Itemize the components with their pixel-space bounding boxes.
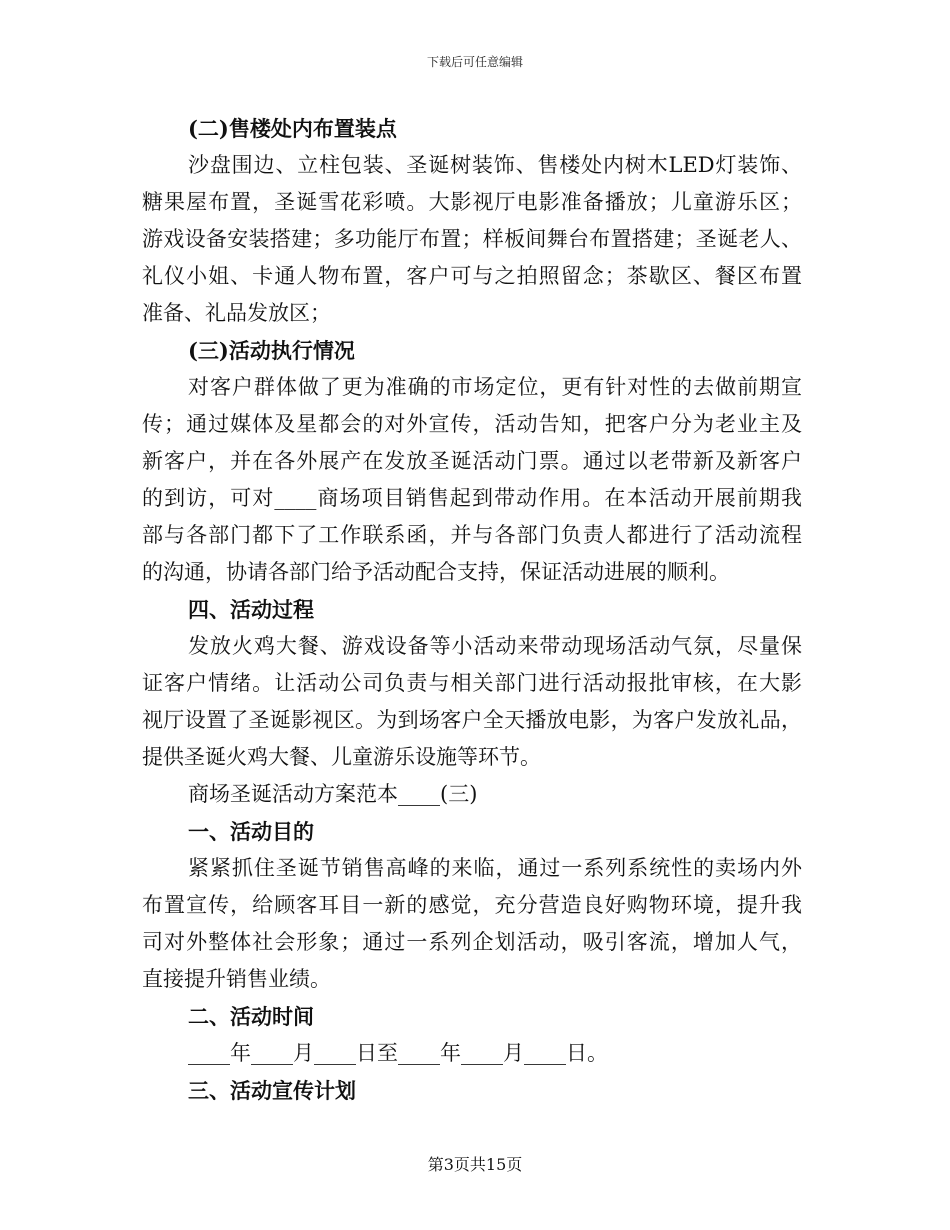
paragraph-line: 布置宣传，给顾客耳目一新的感觉，充分营造良好购物环境，提升我 (142, 893, 802, 917)
paragraph-line: 视厅设置了圣诞影视区。为到场客户全天播放电影，为客户发放礼品， (142, 708, 802, 732)
paragraph-line: 部与各部门都下了工作联系函，并与各部门负责人都进行了活动流程 (142, 523, 802, 547)
paragraph-line: ____年____月____日至____年____月____日。 (188, 1041, 608, 1065)
page-number: 第3页共15页 (427, 1155, 523, 1174)
section-heading: (二)售楼处内布置装点 (188, 116, 397, 141)
paragraph-line: 传；通过媒体及星都会的对外宣传，活动告知，把客户分为老业主及 (142, 412, 802, 436)
paragraph-line: 提供圣诞火鸡大餐、儿童游乐设施等环节。 (142, 745, 541, 769)
paragraph-line: 礼仪小姐、卡通人物布置，客户可与之拍照留念；茶歇区、餐区布置 (142, 264, 802, 288)
paragraph-line: 准备、礼品发放区； (142, 301, 331, 325)
paragraph-line: 直接提升销售业绩。 (142, 967, 331, 991)
paragraph-line: 的到访，可对____商场项目销售起到带动作用。在本活动开展前期我 (142, 486, 802, 510)
paragraph-line: 新客户，并在各外展产在发放圣诞活动门票。通过以老带新及新客户 (142, 449, 802, 473)
paragraph-line: 沙盘围边、立柱包装、圣诞树装饰、售楼处内树木LED灯装饰、 (188, 153, 802, 177)
paragraph-line: 证客户情绪。让活动公司负责与相关部门进行活动报批审核，在大影 (142, 671, 802, 695)
document-title: 商场圣诞活动方案范本____(三) (188, 782, 478, 806)
paragraph-line: 紧紧抓住圣诞节销售高峰的来临，通过一系列系统性的卖场内外 (188, 856, 802, 880)
section-heading: 二、活动时间 (188, 1004, 314, 1029)
section-heading: 三、活动宣传计划 (188, 1078, 356, 1103)
paragraph-line: 的沟通，协请各部门给予活动配合支持，保证活动进展的顺利。 (142, 560, 730, 584)
section-heading: 四、活动过程 (188, 597, 314, 622)
paragraph-line: 糖果屋布置，圣诞雪花彩喷。大影视厅电影准备播放；儿童游乐区； (142, 190, 802, 214)
paragraph-line: 对客户群体做了更为准确的市场定位，更有针对性的去做前期宣 (188, 375, 802, 399)
page-header-note: 下载后可任意编辑 (426, 55, 523, 69)
paragraph-line: 司对外整体社会形象；通过一系列企划活动，吸引客流，增加人气， (142, 930, 802, 954)
paragraph-line: 游戏设备安装搭建；多功能厅布置；样板间舞台布置搭建；圣诞老人、 (142, 227, 802, 251)
document-body (142, 110, 802, 1109)
paragraph-line: 发放火鸡大餐、游戏设备等小活动来带动现场活动气氛，尽量保 (188, 634, 802, 658)
section-heading: 一、活动目的 (188, 819, 314, 844)
section-heading: (三)活动执行情况 (188, 338, 355, 363)
